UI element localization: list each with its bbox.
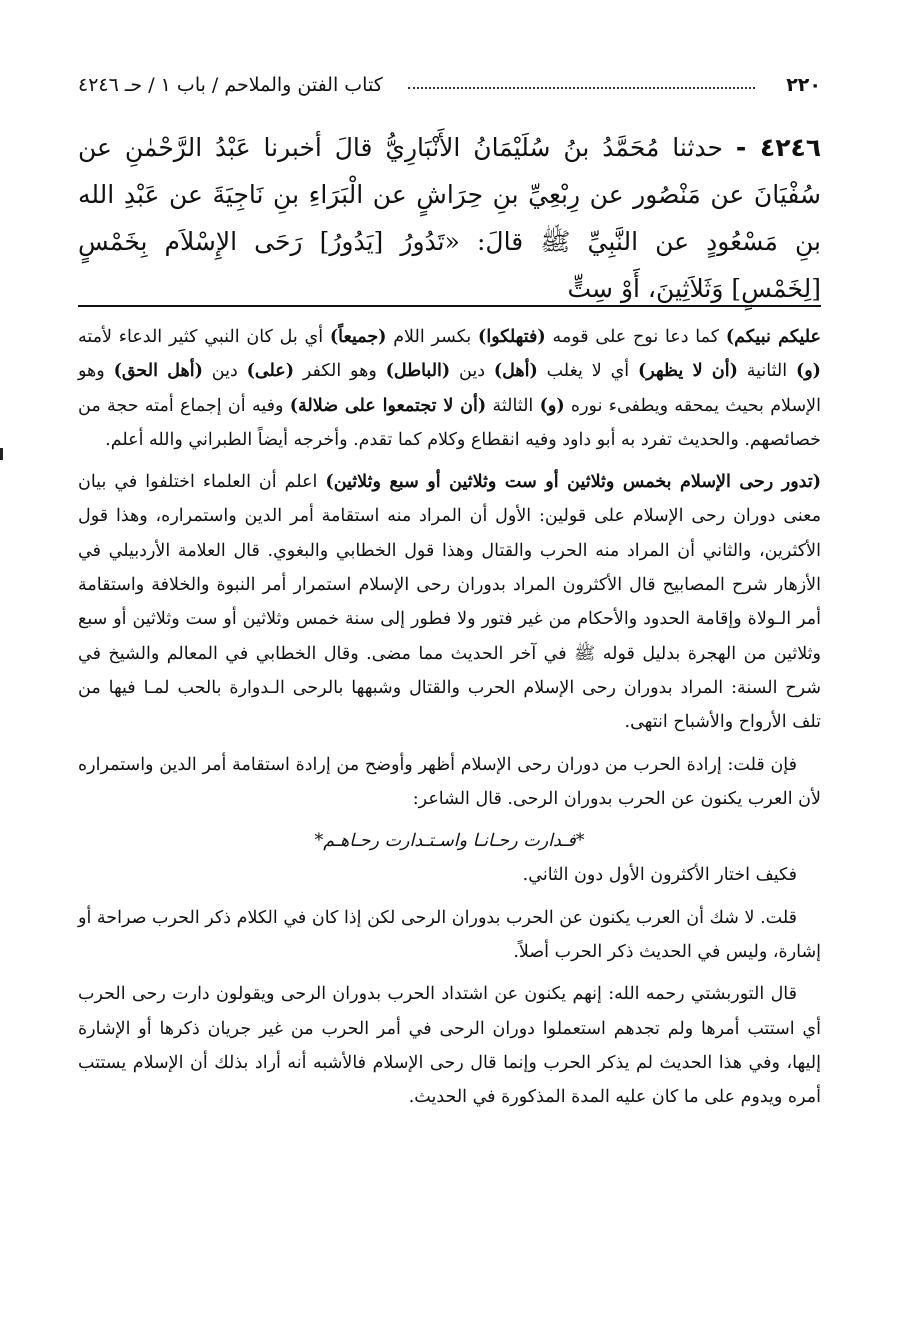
commentary-paragraph-3 xyxy=(78,748,821,817)
text-run: الثالثة xyxy=(486,395,540,416)
text-run: وفيه أن إجماع أمته حجة من خصائصهم. والحديث تفرد به أبو داود وفيه انقطاع وكلام كما تقدم. وأخرجه أيضاً الطبراني والله أعلم. xyxy=(78,395,821,450)
header-dotted-leader xyxy=(408,87,755,89)
commentary-paragraph-4 xyxy=(78,901,821,970)
text-run: أي لا يغلب xyxy=(537,361,638,382)
text-run: وهو الكفر xyxy=(294,361,386,382)
bold-term: (أهل الحق) xyxy=(113,361,203,382)
commentary-paragraph-1 xyxy=(78,320,821,457)
text-run: أي بل كان النبي كثير الدعاء لأمته xyxy=(78,327,330,347)
text-run: الثانية xyxy=(737,361,796,382)
commentary-paragraph-5 xyxy=(78,977,821,1114)
commentary-paragraph-3-continued xyxy=(78,858,821,892)
running-header xyxy=(78,70,821,100)
text-run: فكيف اختار الأكثرون الأول دون الثاني. xyxy=(522,865,797,886)
bold-term: (فتهلكوا) xyxy=(478,327,546,347)
text-run: اعلم أن العلماء اختلفوا في بيان معنى دوران رحى الإسلام على قولين: الأول أن المراد منه استقامة أمر الدين واستمراره، وهذا قول الأكثرين، والثاني أن المراد منه الحرب والقتال وهذا قول الخطابي والبغوي. قال العلامة الأردبيلي في الأزهار شرح المصابيح قال الأكثرون المراد بدوران رحى الإسلام استمرار أمر النبوة والخلافة واستقامة أمر الـولاة وإقامة الحدود والأحكام من غير فتور ولا فطور إلى سنة خمس وثلاثين أو ست وثلاثين أو سبع وثلاثين من الهجرة بدليل قوله ﷺ في آخر الحديث مما مضى. وقال الخطابي في المعالم والشيخ في شرح السنة: المراد بدوران رحى الإسلام الحرب والقتال وشبهها بالرحى الـدوارة بالحب لمـا فيها من تلف الأرواح والأشباح انتهى. xyxy=(78,472,821,733)
text-run: دين xyxy=(202,361,247,382)
text-run: قلت. لا شك أن العرب يكنون عن الحرب بدوران الرحى لكن إذا كان في الكلام ذكر الحرب صراحة أو إشارة، وليس في الحديث ذكر الحرب أصلاً. xyxy=(78,907,821,963)
bold-term: (أن لا يظهر) xyxy=(637,361,738,382)
commentary-block xyxy=(78,320,821,1320)
text-run: بكسر اللام xyxy=(386,327,479,347)
text-run: فإن قلت: إرادة الحرب من دوران رحى الإسلام أظهر وأوضح من إرادة استقامة أمر الدين واستمراره لأن العرب يكنون عن الحرب بدوران الرحى. قال الشاعر: xyxy=(78,754,821,809)
bold-term: (تدور رحى الإسلام بخمس وثلاثين أو ست وثلاثين أو سبع وثلاثين) xyxy=(325,472,821,493)
commentary-paragraph-2 xyxy=(78,465,821,739)
bold-term: (و) xyxy=(795,361,821,382)
text-run: دين xyxy=(450,361,494,382)
hadith-number: ٤٢٤٦ - xyxy=(735,133,821,162)
scan-margin-mark xyxy=(0,448,3,460)
bold-term: (جميعاً) xyxy=(329,327,387,347)
bold-term: (على) xyxy=(246,361,294,382)
bold-term: (الباطل) xyxy=(385,361,451,382)
bold-term: (أن لا تجتمعوا على ضلالة) xyxy=(289,395,487,416)
text-run: وهو الإسلام بحيث يمحقه ويطفىء نوره xyxy=(78,361,821,416)
text-run: كما دعا نوح على قومه xyxy=(545,327,726,347)
text-run: قال التوربشتي رحمه الله: إنهم يكنون عن اشتداد الحرب بدوران الرحى ويقولون دارت رحى الحرب أي استتب أمرها ولم تجدهم استعملوا دوران الرحى في أمر الحرب من غير جريان ذكرها أو الإشارة إليها، وفي هذا الحديث لم يذكر الحرب وإنما قال رحى الإسلام فالأشبه أنه أراد بذلك أن الإسلام يستتب أمره ويدوم على ما كان عليه المدة المذكورة في الحديث. xyxy=(78,984,821,1108)
poetry-verse: *فـدارت رحـانـا واسـتـدارت رحـاهـم* xyxy=(314,831,585,852)
footnote-separator xyxy=(78,305,821,307)
running-title: كتاب الفتن والملاحم / باب ١ / حـ ٤٢٤٦ xyxy=(78,74,383,96)
bold-term: عليكم نبيكم) xyxy=(725,327,821,347)
hadith-text-block xyxy=(78,124,821,303)
page-number: ٢٢٠ xyxy=(786,74,821,96)
bold-term: (أهل) xyxy=(493,361,538,382)
bold-term: (و) xyxy=(539,395,565,416)
hadith-text: حدثنا مُحَمَّدُ بنُ سُلَيْمَانُ الأَنْبَارِيُّ قالَ أخبرنا عَبْدُ الرَّحْمٰنِ عن سُفْيَانَ عن مَنْصُور عن رِبْعِيِّ بنِ حِرَاشٍ عن الْبَرَاءِ بنِ نَاجِيَةَ عن عَبْدِ الله بنِ مَسْعُودٍ عن النَّبِيِّ ﷺ قالَ: «تَدُورُ [يَدُورُ] رَحَى الإِسْلاَم بِخَمْسٍ [لِخَمْسٍ] وَثَلاَثِينَ، أَوْ سِتٍّ xyxy=(78,133,821,303)
